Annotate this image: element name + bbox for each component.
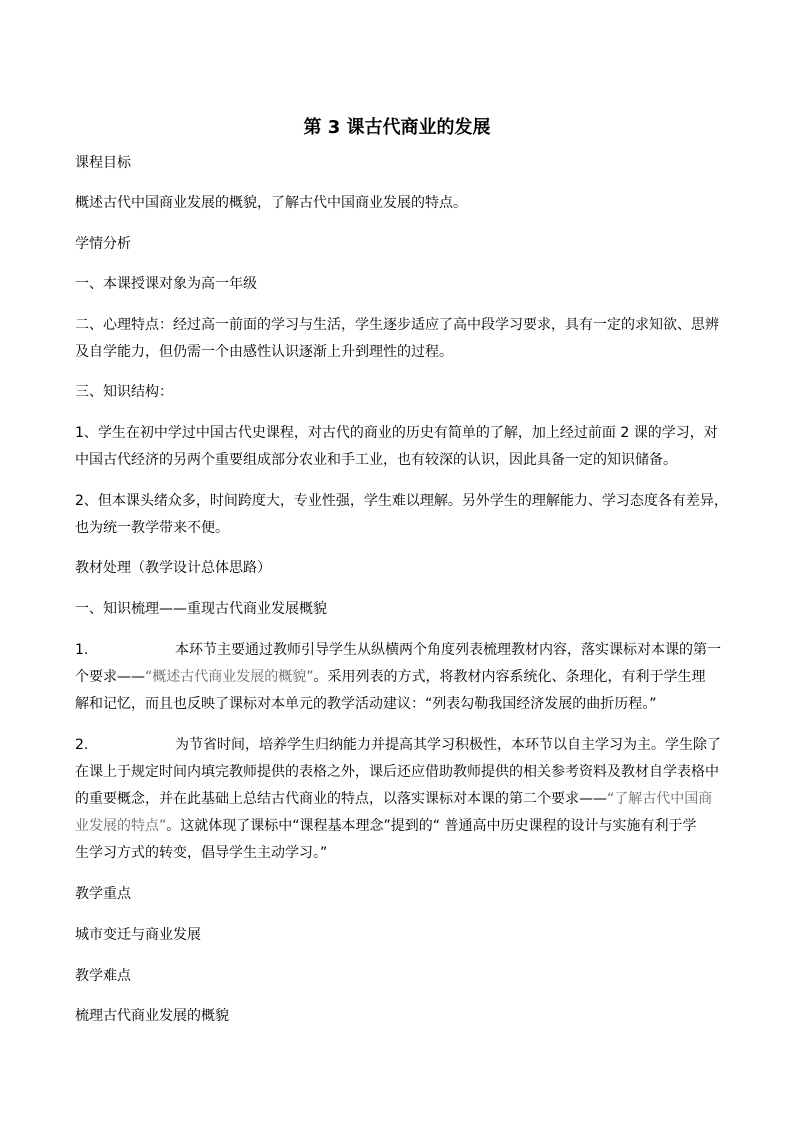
- analysis-heading: 学情分析: [75, 236, 131, 252]
- paragraph-2-line5: 生学习方式的转变，倡导学生主动学习。”: [75, 845, 328, 861]
- paragraph-2-quote-start: “了解古代中国商: [607, 791, 713, 807]
- paragraph-2-line3: [75, 788, 725, 810]
- paragraph-2-line1: 为节省时间，培养学生归纳能力并提高其学习积极性，本环节以自主学习为主。学生除了: [175, 737, 721, 753]
- paragraph-2-line2: 在课上于规定时间内填完教师提供的表格之外，课后还应借助教师提供的相关参考资料及教材自学表格中: [75, 764, 719, 780]
- knowledge-item-2-line1: 2、但本课头绪众多，时间跨度大，专业性强，学生难以理解。另外学生的理解能力、学习态度各有差异，: [75, 493, 728, 509]
- page-title: 第 3 课古代商业的发展: [303, 117, 491, 138]
- analysis-item-3: 三、知识结构：: [75, 384, 173, 400]
- paragraph-1-line1: 本环节主要通过教师引导学生从纵横两个角度列表梳理教材内容，落实课标对本课的第一: [175, 642, 721, 658]
- knowledge-item-1-line2: 中国古代经济的另两个重要组成部分农业和手工业，也有较深的认识，因此具备一定的知识储备。: [75, 452, 677, 468]
- paragraph-1-line3: 解和记忆，而且也反映了课标对本单元的教学活动建议：“列表勾勒我国经济发展的曲折历程。”: [75, 696, 657, 712]
- paragraph-1-line2-a: 个要求——: [75, 669, 145, 685]
- objective-heading: 课程目标: [75, 155, 131, 171]
- paragraph-1-line2: [75, 666, 725, 688]
- paragraph-2-line3-a: 的重要概念，并在此基础上总结古代商业的特点，以落实课标对本课的第二个要求——: [75, 791, 607, 807]
- treatment-item-1: 一、知识梳理——重现古代商业发展概貌: [75, 601, 327, 617]
- analysis-item-2-line2: 及自学能力，但仍需一个由感性认识逐渐上升到理性的过程。: [75, 344, 453, 360]
- knowledge-item-2-line2: 也为统一教学带来不便。: [75, 520, 229, 536]
- key-points-heading: 教学重点: [75, 886, 131, 902]
- paragraph-1-number: 1.: [75, 642, 89, 658]
- treatment-heading: 教材处理（教学设计总体思路）: [75, 560, 271, 576]
- objective-text: 概述古代中国商业发展的概貌，了解古代中国商业发展的特点。: [75, 195, 467, 211]
- knowledge-item-1-line1: 1、学生在初中学过中国古代史课程，对古代的商业的历史有简单的了解，加上经过前面 2 课的学习，对: [75, 425, 718, 441]
- analysis-item-1: 一、本课授课对象为高一年级: [75, 276, 257, 292]
- paragraph-2-number: 2.: [75, 737, 89, 753]
- difficult-points-text: 梳理古代商业发展的概貌: [75, 1008, 229, 1024]
- paragraph-1-quote: “概述古代商业发展的概貌”: [145, 669, 314, 685]
- analysis-item-2-line1: 二、心理特点：经过高一前面的学习与生活，学生逐步适应了高中段学习要求，具有一定的求知欲、思辨: [75, 317, 719, 333]
- paragraph-2-quote-end: 业发展的特点”: [75, 818, 167, 834]
- difficult-points-heading: 教学难点: [75, 968, 131, 984]
- paragraph-2-line4: [75, 815, 725, 837]
- paragraph-2-line4-b: 。这就体现了课标中“课程基本理念”提到的“ 普通高中历史课程的设计与实施有利于学: [166, 818, 697, 834]
- paragraph-1-line2-c: 。采用列表的方式，将教材内容系统化、条理化，有利于学生理: [313, 669, 706, 685]
- key-points-text: 城市变迁与商业发展: [75, 927, 201, 943]
